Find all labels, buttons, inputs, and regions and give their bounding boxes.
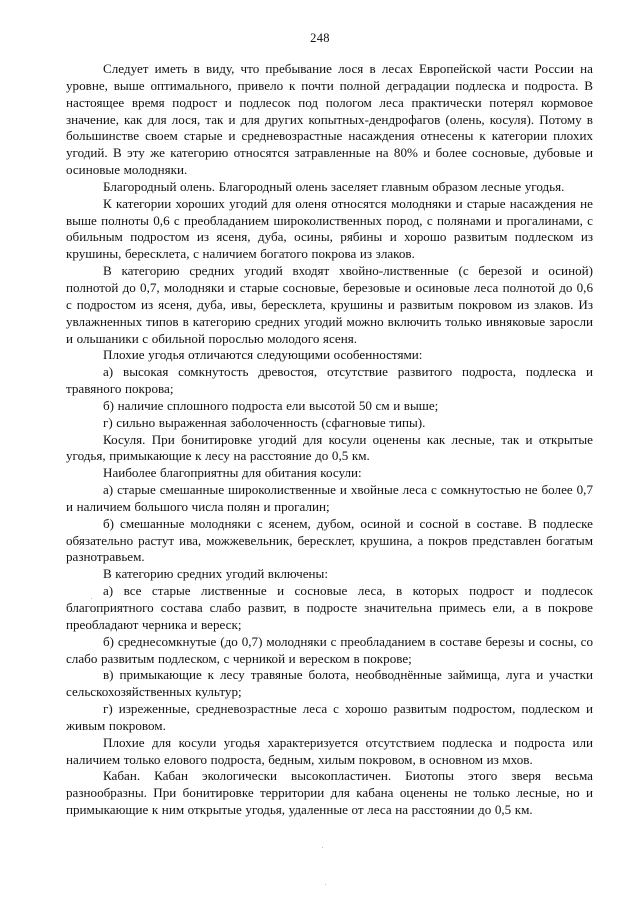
paragraph: К категории хороших угодий для оленя относятся молодняки и старые насаждения не выше полноты 0,6 с преобладанием широколиственных пород, с полянами и прогалинами, с обильным подростом из ясеня, дуба, осины, рябины и хорошо развитым подлеском из крушины, бересклета, с наличием богатого покрова из злаков. (66, 195, 593, 262)
paragraph: Плохие для косули угодья характеризуется отсутствием подлеска и подроста или наличием только елового подроста, бедным, хилым покровом, в основном из мхов. (66, 734, 593, 767)
list-item: б) смешанные молодняки с ясенем, дубом, осиной и сосной в составе. В подлеске обязательно растут ива, можжевельник, бересклет, крушина, а покров представлен богатым разнотравьем. (66, 515, 593, 565)
list-item: в) примыкающие к лесу травяные болота, необводнённые займища, луга и участки сельскохозяйственных культур; (66, 667, 593, 700)
list-item: а) все старые лиственные и сосновые леса, в которых подрост и подлесок благоприятного состава слабо развит, в подросте значительна примесь ели, а в покрове преобладают черника и вереск; (66, 583, 593, 632)
list-item: б) среднесомкнутые (до 0,7) молодняки с преобладанием в составе березы и сосны, со слабо развитым подлеском, с черникой и вереском в покрове; (66, 633, 593, 666)
paragraph: В категорию средних угодий включены: (103, 566, 328, 582)
page-number: 248 (310, 31, 330, 45)
scan-speck (91, 598, 92, 599)
list-item: а) старые смешанные широколиственные и хвойные леса с сомкнутостью не более 0,7 и наличием большого числа полян и прогалин; (66, 482, 593, 514)
paragraph: Наиболее благоприятны для обитания косули: (103, 465, 362, 481)
list-item: г) изреженные, средневозрастные леса с хорошо развитым подростом, подлеском и живым покровом. (66, 701, 593, 733)
list-item: б) наличие сплошного подроста ели высотой 50 см и выше; (103, 397, 439, 413)
list-item: г) сильно выраженная заболоченность (сфагновые типы). (103, 414, 426, 430)
paragraph: Плохие угодья отличаются следующими особенностями: (103, 347, 423, 363)
scan-speck (325, 884, 326, 885)
paragraph: Благородный олень. Благородный олень заселяет главным образом лесные угодья. (103, 178, 565, 194)
paragraph: Косуля. При бонитировке угодий для косули оценены как лесные, так и открытые угодья, примыкающие к лесу на расстояние до 0,5 км. (66, 431, 593, 464)
scan-speck (322, 847, 323, 848)
paragraph: Кабан. Кабан экологически высокопластичен. Биотопы этого зверя весьма разнообразны. При бонитировке территории для кабана оценены не только лесные, но и примыкающие к ним открытые угодья, удаленные от леса на расстоянии до 0,5 км. (66, 768, 593, 818)
paragraph: Следует иметь в виду, что пребывание лося в лесах Европейской части России на уровне, выше оптимального, привело к почти полной деградации подлеска и подроста. В настоящее время подрост и подлесок под пологом леса практически потерял кормовое значение, как для лося, так и для других копытных-дендрофагов (олень, косуля). Потому в большинстве своем старые и средневозрастные насаждения отнесены к категории плохих угодий. В эту же категорию относятся затравленные на 80% и более сосновые, дубовые и осиновые молодняки. (66, 61, 593, 178)
list-item: а) высокая сомкнутость древостоя, отсутствие развитого подроста, подлеска и травяного покрова; (66, 364, 593, 397)
paragraph: В категорию средних угодий входят хвойно-лиственные (с березой и осиной) полнотой до 0,7, молодняки и старые сосновые, березовые и осиновые леса полнотой до 0,6 с подростом из ясеня, дуба, ивы, бересклета, крушины и развитым покровом из злаков. Из увлажненных типов в категорию средних угодий можно включить только ивняковые заросли и ольшаники с обильной порослью молодого ясеня. (66, 263, 593, 346)
body-text (66, 61, 593, 819)
